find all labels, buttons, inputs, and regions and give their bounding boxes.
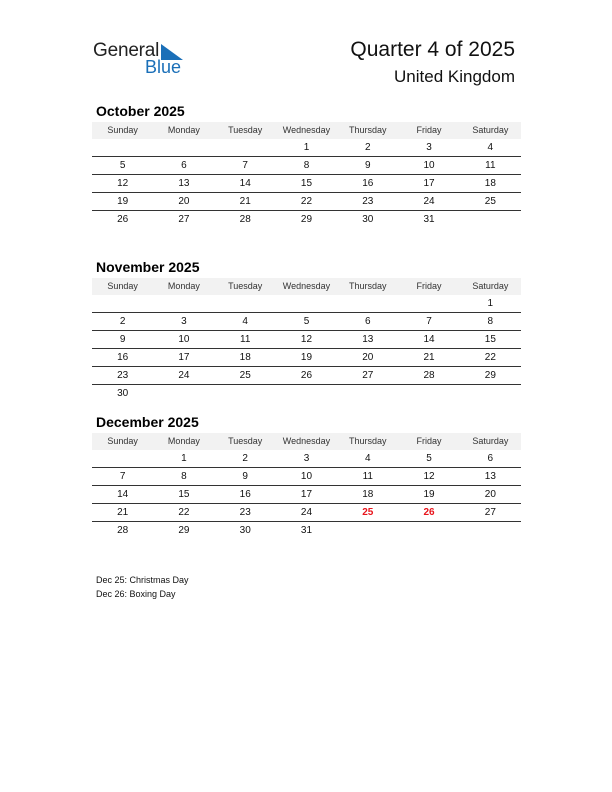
weekday-header	[92, 278, 521, 295]
day-cell: 11	[362, 471, 373, 482]
day-cell: 30	[117, 388, 129, 399]
day-cell	[460, 211, 521, 228]
brand-logo	[93, 40, 193, 80]
day-cell: 21	[239, 196, 251, 207]
day-cell: 25	[362, 507, 374, 518]
calendar-grid	[92, 278, 521, 402]
day-cell: 18	[484, 178, 496, 189]
day-cell: 3	[426, 142, 432, 153]
week-row	[92, 295, 521, 313]
day-cell: 22	[484, 352, 496, 363]
weekday-label: Thursday	[349, 436, 387, 446]
day-cell: 3	[181, 316, 187, 327]
weekday-label: Tuesday	[228, 125, 263, 135]
day-cell: 12	[300, 334, 313, 345]
day-cell: 29	[300, 214, 313, 225]
day-cell	[92, 295, 153, 312]
day-cell: 8	[181, 471, 187, 482]
week-row	[92, 367, 521, 385]
day-cell: 2	[364, 142, 371, 153]
day-cell: 8	[487, 316, 494, 327]
day-cell: 17	[178, 352, 190, 363]
month-title: December 2025	[96, 414, 199, 430]
week-row	[92, 450, 521, 468]
day-cell: 23	[362, 196, 374, 207]
day-cell: 29	[484, 370, 496, 381]
weekday-label: Sunday	[107, 281, 138, 291]
day-cell: 16	[239, 489, 251, 500]
day-cell: 4	[364, 453, 371, 464]
day-cell: 11	[240, 334, 251, 345]
day-cell: 6	[487, 453, 494, 464]
day-cell: 5	[303, 316, 310, 327]
day-cell: 31	[423, 214, 435, 225]
day-cell: 9	[119, 334, 126, 345]
day-cell: 12	[117, 178, 129, 189]
day-cell: 1	[487, 298, 494, 309]
day-cell: 13	[362, 334, 374, 345]
day-cell: 29	[178, 525, 190, 536]
calendar-grid	[92, 122, 521, 228]
day-cell	[215, 385, 276, 402]
week-row	[92, 331, 521, 349]
weekday-header	[92, 433, 521, 450]
month-december	[92, 413, 521, 539]
day-cell: 15	[300, 178, 313, 189]
day-cell	[153, 385, 214, 402]
day-cell: 19	[117, 196, 129, 207]
day-cell: 6	[181, 160, 187, 171]
day-cell	[398, 385, 459, 402]
day-cell: 17	[300, 489, 313, 500]
day-cell: 7	[242, 160, 248, 171]
day-cell: 21	[423, 352, 435, 363]
week-row	[92, 468, 521, 486]
day-cell: 27	[362, 370, 374, 381]
day-cell: 31	[300, 525, 313, 536]
weekday-label: Monday	[167, 125, 200, 135]
day-cell	[398, 522, 459, 539]
month-title: October 2025	[96, 103, 185, 119]
day-cell	[92, 139, 153, 156]
day-cell: 14	[117, 489, 129, 500]
day-cell: 7	[119, 471, 126, 482]
weekday-label: Sunday	[107, 125, 138, 135]
day-cell: 24	[423, 196, 435, 207]
day-cell	[337, 295, 398, 312]
day-cell: 10	[423, 160, 435, 171]
day-cell: 13	[178, 178, 190, 189]
week-row	[92, 313, 521, 331]
day-cell: 26	[117, 214, 129, 225]
month-title: November 2025	[96, 259, 200, 275]
weekday-label: Thursday	[349, 281, 387, 291]
week-row	[92, 522, 521, 539]
weekday-label: Monday	[167, 436, 200, 446]
weekday-label: Thursday	[349, 125, 387, 135]
day-cell: 4	[487, 142, 494, 153]
day-cell: 30	[239, 525, 251, 536]
day-cell: 2	[242, 453, 248, 464]
week-row	[92, 349, 521, 367]
day-cell	[215, 139, 276, 156]
day-cell: 15	[484, 334, 496, 345]
brand-word-blue: Blue	[145, 57, 182, 77]
day-cell: 22	[178, 507, 190, 518]
holiday-notes	[96, 573, 189, 601]
day-cell: 28	[239, 214, 251, 225]
day-cell: 18	[239, 352, 251, 363]
holiday-note: Dec 25: Christmas Day	[96, 575, 189, 585]
day-cell: 10	[178, 334, 190, 345]
day-cell: 28	[423, 370, 435, 381]
day-cell: 9	[364, 160, 371, 171]
day-cell: 5	[119, 160, 126, 171]
weekday-label: Friday	[416, 281, 442, 291]
day-cell: 20	[484, 489, 496, 500]
day-cell	[215, 295, 276, 312]
day-cell: 20	[178, 196, 190, 207]
weekday-label: Sunday	[107, 436, 138, 446]
week-row	[92, 385, 521, 402]
day-cell	[92, 450, 153, 467]
day-cell: 13	[484, 471, 496, 482]
page-title: Quarter 4 of 2025	[350, 38, 515, 61]
week-row	[92, 504, 521, 522]
day-cell: 24	[178, 370, 190, 381]
day-cell: 27	[178, 214, 190, 225]
day-cell: 22	[300, 196, 313, 207]
weekday-label: Wednesday	[282, 436, 331, 446]
day-cell: 20	[362, 352, 374, 363]
day-cell: 6	[364, 316, 371, 327]
week-row	[92, 175, 521, 193]
weekday-label: Friday	[416, 436, 442, 446]
weekday-header	[92, 122, 521, 139]
weekday-label: Tuesday	[228, 281, 263, 291]
week-row	[92, 211, 521, 228]
day-cell: 11	[485, 160, 496, 171]
day-cell: 1	[303, 142, 310, 153]
weekday-label: Saturday	[472, 436, 509, 446]
day-cell: 15	[178, 489, 190, 500]
day-cell: 30	[362, 214, 374, 225]
day-cell	[276, 385, 337, 402]
day-cell: 16	[362, 178, 374, 189]
weekday-label: Saturday	[472, 281, 509, 291]
week-row	[92, 486, 521, 504]
day-cell: 14	[423, 334, 435, 345]
day-cell: 21	[117, 507, 129, 518]
week-row	[92, 157, 521, 175]
day-cell: 4	[242, 316, 248, 327]
day-cell: 7	[426, 316, 432, 327]
brand-word-general: General	[93, 40, 160, 61]
day-cell: 25	[239, 370, 251, 381]
country-name: United Kingdom	[394, 67, 515, 86]
day-cell: 9	[242, 471, 248, 482]
week-row	[92, 193, 521, 211]
day-cell: 8	[303, 160, 310, 171]
day-cell: 14	[239, 178, 251, 189]
weekday-label: Saturday	[472, 125, 509, 135]
day-cell: 1	[181, 453, 187, 464]
month-november	[92, 258, 521, 402]
weekday-label: Monday	[167, 281, 200, 291]
day-cell: 19	[423, 489, 435, 500]
weekday-label: Wednesday	[282, 125, 331, 135]
day-cell: 23	[239, 507, 251, 518]
day-cell	[153, 139, 214, 156]
day-cell	[460, 385, 521, 402]
day-cell: 5	[426, 453, 432, 464]
day-cell: 17	[423, 178, 435, 189]
day-cell	[276, 295, 337, 312]
holiday-note: Dec 26: Boxing Day	[96, 589, 176, 599]
day-cell	[460, 522, 521, 539]
day-cell	[337, 385, 398, 402]
day-cell: 23	[117, 370, 129, 381]
day-cell: 26	[300, 370, 313, 381]
weekday-label: Tuesday	[228, 436, 263, 446]
week-row	[92, 139, 521, 157]
day-cell: 2	[119, 316, 126, 327]
day-cell: 26	[423, 507, 435, 518]
calendar-grid	[92, 433, 521, 539]
day-cell: 3	[303, 453, 310, 464]
day-cell	[153, 295, 214, 312]
day-cell: 28	[117, 525, 129, 536]
day-cell: 25	[484, 196, 496, 207]
day-cell: 24	[300, 507, 313, 518]
weekday-label: Friday	[416, 125, 442, 135]
day-cell: 12	[423, 471, 435, 482]
weekday-label: Wednesday	[282, 281, 331, 291]
day-cell	[398, 295, 459, 312]
month-october	[92, 102, 521, 228]
day-cell: 27	[484, 507, 496, 518]
day-cell: 19	[300, 352, 313, 363]
day-cell	[337, 522, 398, 539]
day-cell: 18	[362, 489, 374, 500]
day-cell: 10	[300, 471, 313, 482]
day-cell: 16	[117, 352, 129, 363]
